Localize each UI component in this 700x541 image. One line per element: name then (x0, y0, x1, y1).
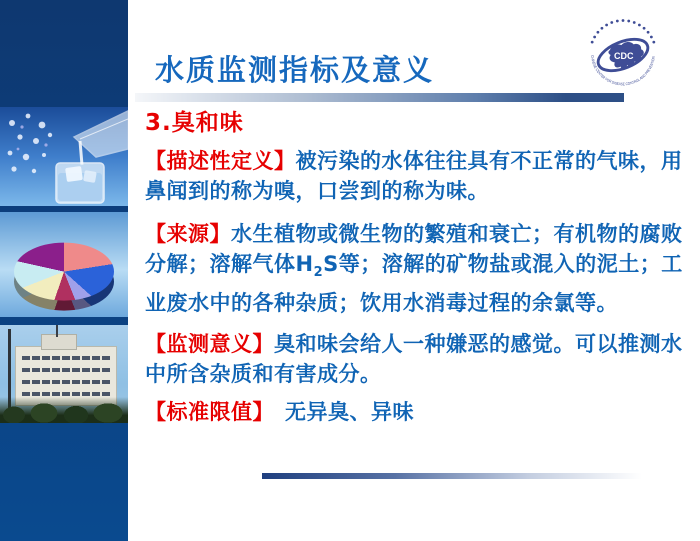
paragraph-text: 被污染的水体往往具有不正常的气味，用鼻闻到的称为嗅，口尝到的称为味。 (145, 149, 683, 203)
pie-chart-disc (14, 243, 114, 301)
paragraph-descriptive-definition (145, 146, 693, 206)
building-photo (0, 325, 128, 423)
trees (0, 397, 128, 423)
bottom-accent-bar (262, 473, 642, 479)
pie-chart-clipart (14, 230, 114, 302)
cdc-logo-text: CDC (613, 51, 634, 62)
paragraph-label: 【监测意义】 (145, 332, 274, 357)
paragraph-source (145, 219, 693, 318)
paragraph-text: 无异臭、异味 (263, 400, 414, 425)
cdc-logo-icon (582, 14, 664, 96)
sidebar (0, 0, 128, 541)
title-underline-bar (135, 93, 624, 102)
paragraph-monitoring-significance (145, 329, 693, 389)
paragraph-standard-limit (145, 397, 693, 427)
water-pour-illustration (0, 107, 128, 206)
h2s-subscript: 2 (313, 265, 324, 281)
paragraph-text: 臭和味会给人一种嫌恶的感觉。可以推测水中所含杂质和有害成分。 (145, 332, 683, 387)
cdc-ring-text: CHINESE CENTER FOR DISEASE CONTROL AND PREVENTION (590, 55, 656, 87)
pie-chart-image (0, 212, 128, 317)
paragraph-label: 【描述性定义】 (145, 149, 296, 173)
paragraph-text: 水生植物或微生物的繁殖和衰亡；有机物的腐败分解；溶解气体H (145, 222, 683, 276)
water-pour-image (0, 107, 128, 206)
paragraph-text: S等；溶解的矿物盐或混入的泥土；工业废水中的各种杂质；饮用水消毒过程的余氯等。 (145, 252, 683, 316)
building-roof (42, 335, 76, 349)
building-windows (20, 353, 112, 401)
cdc-logo (582, 14, 664, 96)
paragraph-label: 【来源】 (145, 222, 231, 246)
building-antenna (56, 325, 58, 337)
paragraph-label: 【标准限值】 (145, 400, 264, 425)
slide-body (145, 104, 693, 427)
section-heading: 3.臭和味 (145, 110, 244, 136)
page-title: 水质监测指标及意义 (155, 53, 435, 87)
